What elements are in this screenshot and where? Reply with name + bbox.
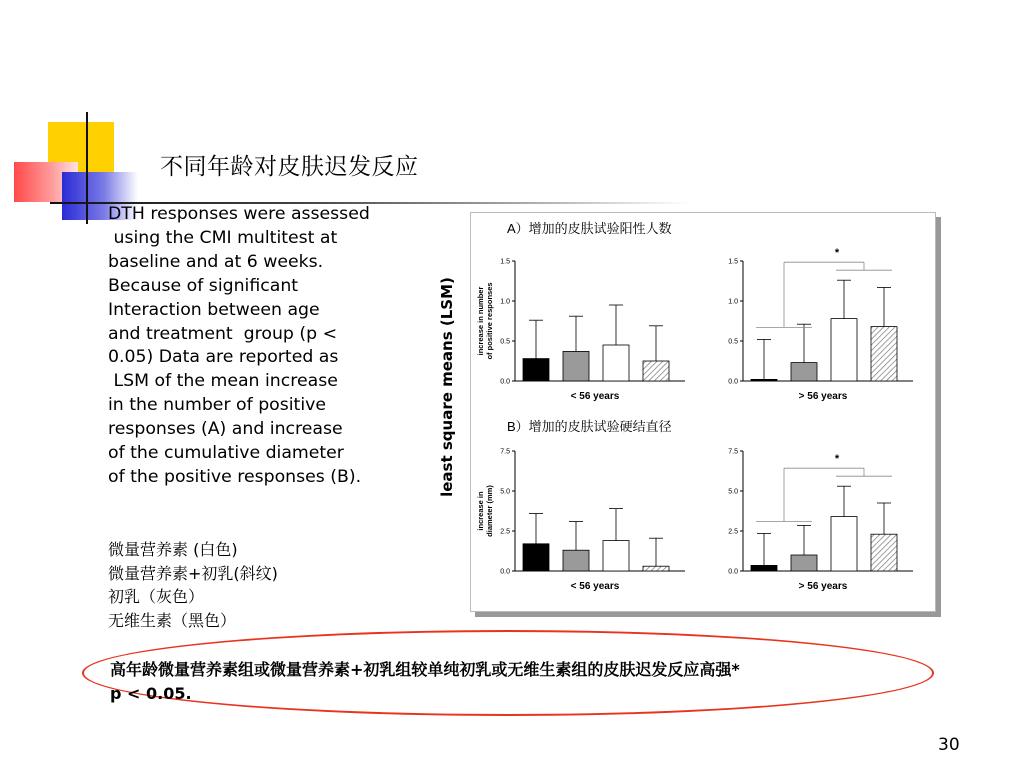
panel-y-axis-label-line: increase in — [476, 491, 485, 531]
bar — [643, 361, 669, 381]
bar — [831, 517, 857, 571]
y-tick-label: 7.5 — [728, 448, 738, 456]
y-tick-label: 0.0 — [500, 378, 510, 386]
y-tick-label: 5.0 — [728, 488, 738, 496]
category-label: < 56 years — [570, 581, 620, 592]
panel-y-axis-label-line: increase in number — [476, 286, 485, 356]
conclusion-text — [110, 658, 740, 706]
panel-y-axis-label-line: diameter (mm) — [485, 485, 494, 537]
significance-marker: * — [834, 453, 840, 466]
legend-line-black: 无维生素（黑色） — [108, 610, 237, 630]
category-label: > 56 years — [798, 391, 848, 402]
slide-title: 不同年龄对皮肤迟发反应 — [160, 154, 419, 180]
bar — [871, 327, 897, 381]
bar — [791, 555, 817, 571]
bar — [751, 565, 777, 571]
decorative-vertical-line — [86, 112, 88, 224]
y-tick-label: 2.5 — [728, 528, 738, 536]
bar — [523, 359, 549, 381]
y-tick-label: 0.5 — [500, 338, 510, 346]
bar — [643, 566, 669, 571]
outer-y-axis-label — [428, 232, 466, 542]
bar — [563, 351, 589, 381]
description-line: of the cumulative diameter — [108, 443, 344, 464]
legend-line-hatched: 微量营养素+初乳(斜纹) — [108, 563, 278, 583]
category-label: < 56 years — [570, 391, 620, 402]
description-line: using the CMI multitest at — [108, 227, 338, 248]
y-tick-label: 7.5 — [500, 448, 510, 456]
legend-line-white: 微量营养素 (白色) — [108, 540, 238, 559]
panel-y-axis-label — [476, 485, 494, 537]
y-tick-label: 1.5 — [728, 258, 738, 266]
description-line: Because of significant — [108, 275, 299, 296]
y-tick-label: 0.5 — [728, 338, 738, 346]
conclusion-line-2: p < 0.05. — [110, 684, 192, 703]
significance-marker: * — [834, 247, 840, 260]
page-number: 30 — [938, 735, 960, 755]
panel-y-axis-label-line: of positive responses — [485, 282, 494, 360]
description-line: 0.05) Data are reported as — [108, 347, 339, 368]
y-tick-label: 2.5 — [500, 528, 510, 536]
panel-y-axis-label — [476, 282, 494, 359]
y-tick-label: 1.0 — [728, 298, 738, 306]
bar — [791, 363, 817, 381]
panel-label-b: B）增加的皮肤试验硬结直径 — [507, 419, 672, 434]
y-tick-label: 0.0 — [728, 378, 738, 386]
y-tick-label: 0.0 — [728, 568, 738, 576]
y-tick-label: 5.0 — [500, 488, 510, 496]
description-line: and treatment group (p < — [108, 323, 338, 344]
conclusion-line-1: 高年龄微量营养素组或微量营养素+初乳组较单纯初乳或无维生素组的皮肤迟发反应高强* — [110, 660, 740, 679]
description-line: DTH responses were assessed — [108, 204, 370, 224]
category-label: > 56 years — [798, 581, 848, 592]
description-line: of the positive responses (B). — [108, 466, 362, 487]
y-tick-label: 0.0 — [500, 568, 510, 576]
y-tick-label: 1.0 — [500, 298, 510, 306]
panel-label-a: A）增加的皮肤试验阳性人数 — [507, 221, 672, 236]
bar — [603, 541, 629, 571]
y-tick-label: 1.5 — [500, 258, 510, 266]
outer-y-axis-label-text: least square means (LSM) — [438, 277, 456, 497]
bar — [523, 544, 549, 571]
description-line: baseline and at 6 weeks. — [108, 251, 324, 272]
bar — [831, 319, 857, 381]
description-line: LSM of the mean increase — [108, 371, 338, 392]
bar — [871, 534, 897, 571]
bar — [563, 550, 589, 571]
bar-charts — [471, 213, 935, 611]
treatment-legend — [108, 538, 278, 632]
description-line: responses (A) and increase — [108, 419, 343, 440]
figure-panel — [470, 212, 936, 612]
bar — [751, 379, 777, 381]
bar — [603, 345, 629, 381]
description-text — [108, 203, 426, 490]
description-line: Interaction between age — [108, 299, 320, 320]
legend-line-gray: 初乳（灰色） — [108, 587, 205, 606]
description-line: in the number of positive — [108, 395, 326, 416]
